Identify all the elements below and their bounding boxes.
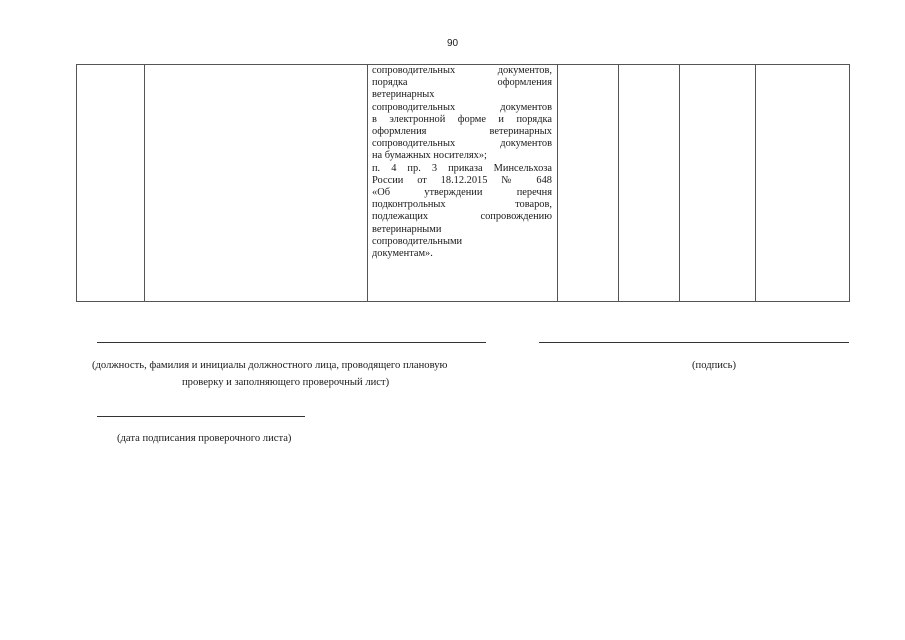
reference-line: подлежащих сопровождению xyxy=(372,211,552,223)
reference-line: сопроводительными xyxy=(372,235,463,247)
date-signature-line xyxy=(97,416,305,417)
reference-line: сопроводительных документов, xyxy=(372,65,552,76)
reference-line: ветеринарных xyxy=(372,89,435,101)
reference-line: порядка оформления xyxy=(372,77,552,89)
table-cell-no xyxy=(619,65,680,302)
reference-line: п. 4 пр. 3 приказа Минсельхоза xyxy=(372,162,552,174)
table-cell-comment xyxy=(756,65,850,302)
reference-line: сопроводительных документов xyxy=(372,138,552,150)
official-signature-line xyxy=(97,342,486,343)
reference-line: сопроводительных документов xyxy=(372,101,552,113)
signature-caption: (подпись) xyxy=(692,360,736,371)
table-cell-number xyxy=(77,65,145,302)
page-number: 90 xyxy=(446,38,459,49)
signature-line xyxy=(539,342,849,343)
date-caption: (дата подписания проверочного листа) xyxy=(117,433,292,444)
table-cell-question xyxy=(145,65,368,302)
table-cell-yes xyxy=(558,65,619,302)
reference-line: подконтрольных товаров, xyxy=(372,199,552,211)
reference-line: в электронной форме и порядка xyxy=(372,113,552,125)
checklist-table xyxy=(76,64,850,302)
reference-line: оформления ветеринарных xyxy=(372,126,552,138)
table-row xyxy=(77,65,850,302)
reference-line: ветеринарными xyxy=(372,223,442,235)
table-cell-legal-reference xyxy=(368,65,558,302)
reference-line: «Об утверждении перечня xyxy=(372,187,552,199)
official-caption-line1: (должность, фамилия и инициалы должностного лица, проводящего плановую xyxy=(92,360,448,371)
reference-line: России от 18.12.2015 № 648 xyxy=(372,174,552,186)
reference-line: документам». xyxy=(372,248,433,260)
reference-line: на бумажных носителях»; xyxy=(372,150,487,162)
table-cell-not-applicable xyxy=(680,65,756,302)
official-caption-line2: проверку и заполняющего проверочный лист) xyxy=(182,377,390,388)
